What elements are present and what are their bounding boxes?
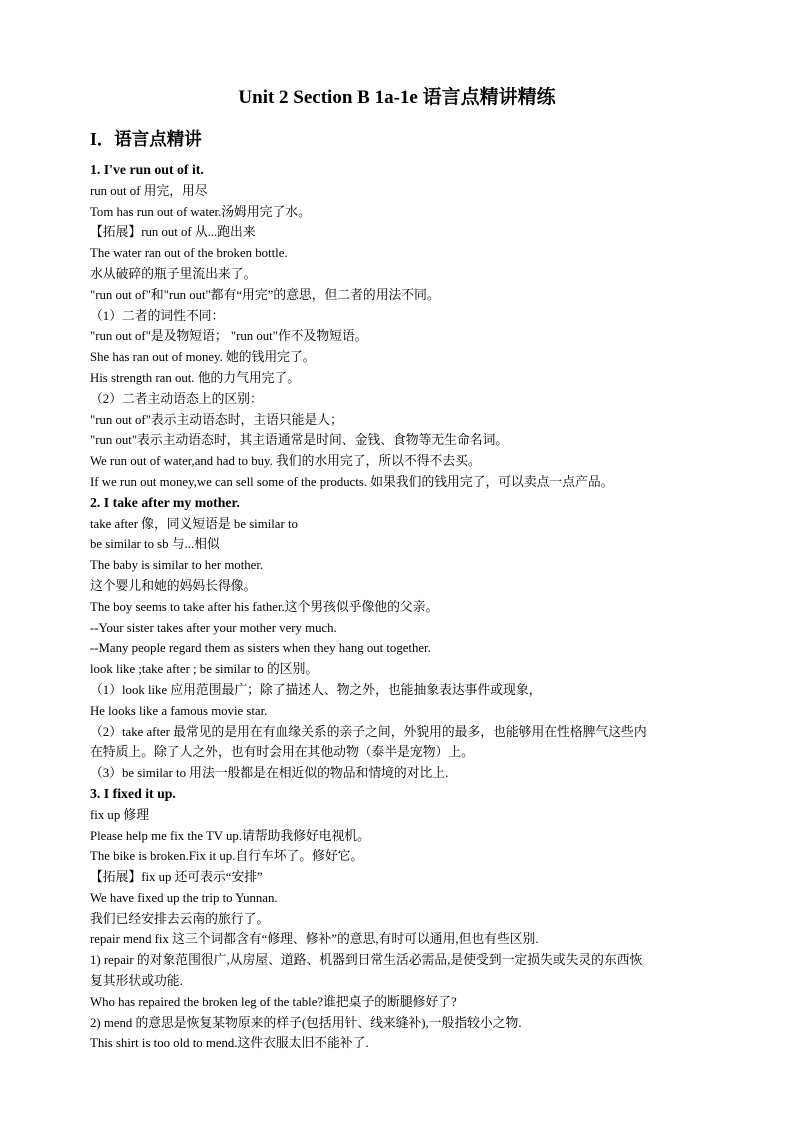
text-line: （3）be similar to 用法一般都是在相近似的物品和情境的对比上.	[90, 766, 449, 781]
text-line: He looks like a famous movie star.	[90, 703, 268, 718]
text-line: She has ran out of money. 她的钱用完了。	[90, 350, 316, 365]
text-line: The water ran out of the broken bottle.	[90, 246, 288, 261]
point-heading: 1. I've run out of it.	[90, 162, 204, 177]
text-line: 1) repair 的对象范围很广,从房屋、道路、机器到日常生活必需品,是使受到一定损失或失灵的东西恢	[90, 953, 643, 968]
text-line: This shirt is too old to mend.这件衣服太旧不能补了.	[90, 1036, 369, 1051]
text-line: His strength ran out. 他的力气用完了。	[90, 370, 301, 385]
text-line: Tom has run out of water.汤姆用完了水。	[90, 204, 311, 219]
text-line: 复其形状或功能.	[90, 974, 183, 989]
text-line: Who has repaired the broken leg of the table?谁把桌子的断腿修好了?	[90, 994, 457, 1009]
text-line: 在特质上。除了人之外，也有时会用在其他动物（泰半是宠物）上。	[90, 745, 474, 760]
text-line: 我们已经安排去云南的旅行了。	[90, 911, 270, 926]
text-line: The baby is similar to her mother.	[90, 558, 264, 573]
text-line: --Your sister takes after your mother very much.	[90, 620, 337, 635]
text-line: "run out"表示主动语态时，其主语通常是时间、金钱、食物等无生命名词。	[90, 433, 509, 448]
text-line: 这个婴儿和她的妈妈长得像。	[90, 578, 257, 593]
text-line: The bike is broken.Fix it up.自行车坏了。修好它。	[90, 849, 364, 864]
text-line: look like ;take after ; be similar to 的区别。	[90, 662, 319, 677]
text-line: 水从破碎的瓶子里流出来了。	[90, 266, 257, 281]
text-line: If we run out money,we can sell some of the products. 如果我们的钱用完了，可以卖点一点产品。	[90, 474, 614, 489]
text-line: We have fixed up the trip to Yunnan.	[90, 890, 278, 905]
text-line: 2) mend 的意思是恢复某物原来的样子(包括用针、线来缝补),一般指较小之物.	[90, 1015, 522, 1030]
text-line: （1）look like 应用范围最广；除了描述人、物之外，也能抽象表达事件或现象，	[90, 682, 542, 697]
text-line: "run out of"表示主动语态时，主语只能是人；	[90, 412, 343, 427]
text-line: --Many people regard them as sisters when they hang out together.	[90, 641, 431, 656]
text-line: "run out of"和"run out"都有“用完”的意思，但二者的用法不同。	[90, 287, 440, 302]
text-line: run out of 用完，用尽	[90, 183, 208, 198]
section-heading: I．语言点精讲	[90, 129, 202, 149]
text-line: "run out of"是及物短语； "run out"作不及物短语。	[90, 329, 368, 344]
document-body	[90, 160, 730, 1054]
text-line: （1）二者的词性不同：	[90, 308, 225, 323]
text-line: fix up 修理	[90, 807, 150, 822]
text-line: be similar to sb 与...相似	[90, 537, 220, 552]
point-heading: 2. I take after my mother.	[90, 494, 240, 510]
text-line: （2）take after 最常见的是用在有血缘关系的亲子之间，外貌用的最多，也能够用在性格脾气这些内	[90, 724, 647, 739]
text-line: repair mend fix 这三个词都含有“修理、修补”的意思,有时可以通用,但也有些区别.	[90, 932, 539, 947]
text-line: Please help me fix the TV up.请帮助我修好电视机。	[90, 828, 370, 843]
text-line: We run out of water,and had to buy. 我们的水用完了，所以不得不去买。	[90, 454, 481, 469]
text-line: The boy seems to take after his father.这个男孩似乎像他的父亲。	[90, 599, 439, 614]
text-line: 【拓展】run out of 从...跑出来	[90, 225, 256, 240]
point-heading: 3. I fixed it up.	[90, 785, 176, 801]
text-line: （2）二者主动语态上的区别：	[90, 391, 263, 406]
document-title: Unit 2 Section B 1a-1e 语言点精讲精练	[238, 87, 556, 108]
text-line: take after 像，同义短语是 be similar to	[90, 516, 298, 531]
text-line: 【拓展】fix up 还可表示“安排”	[90, 870, 263, 885]
